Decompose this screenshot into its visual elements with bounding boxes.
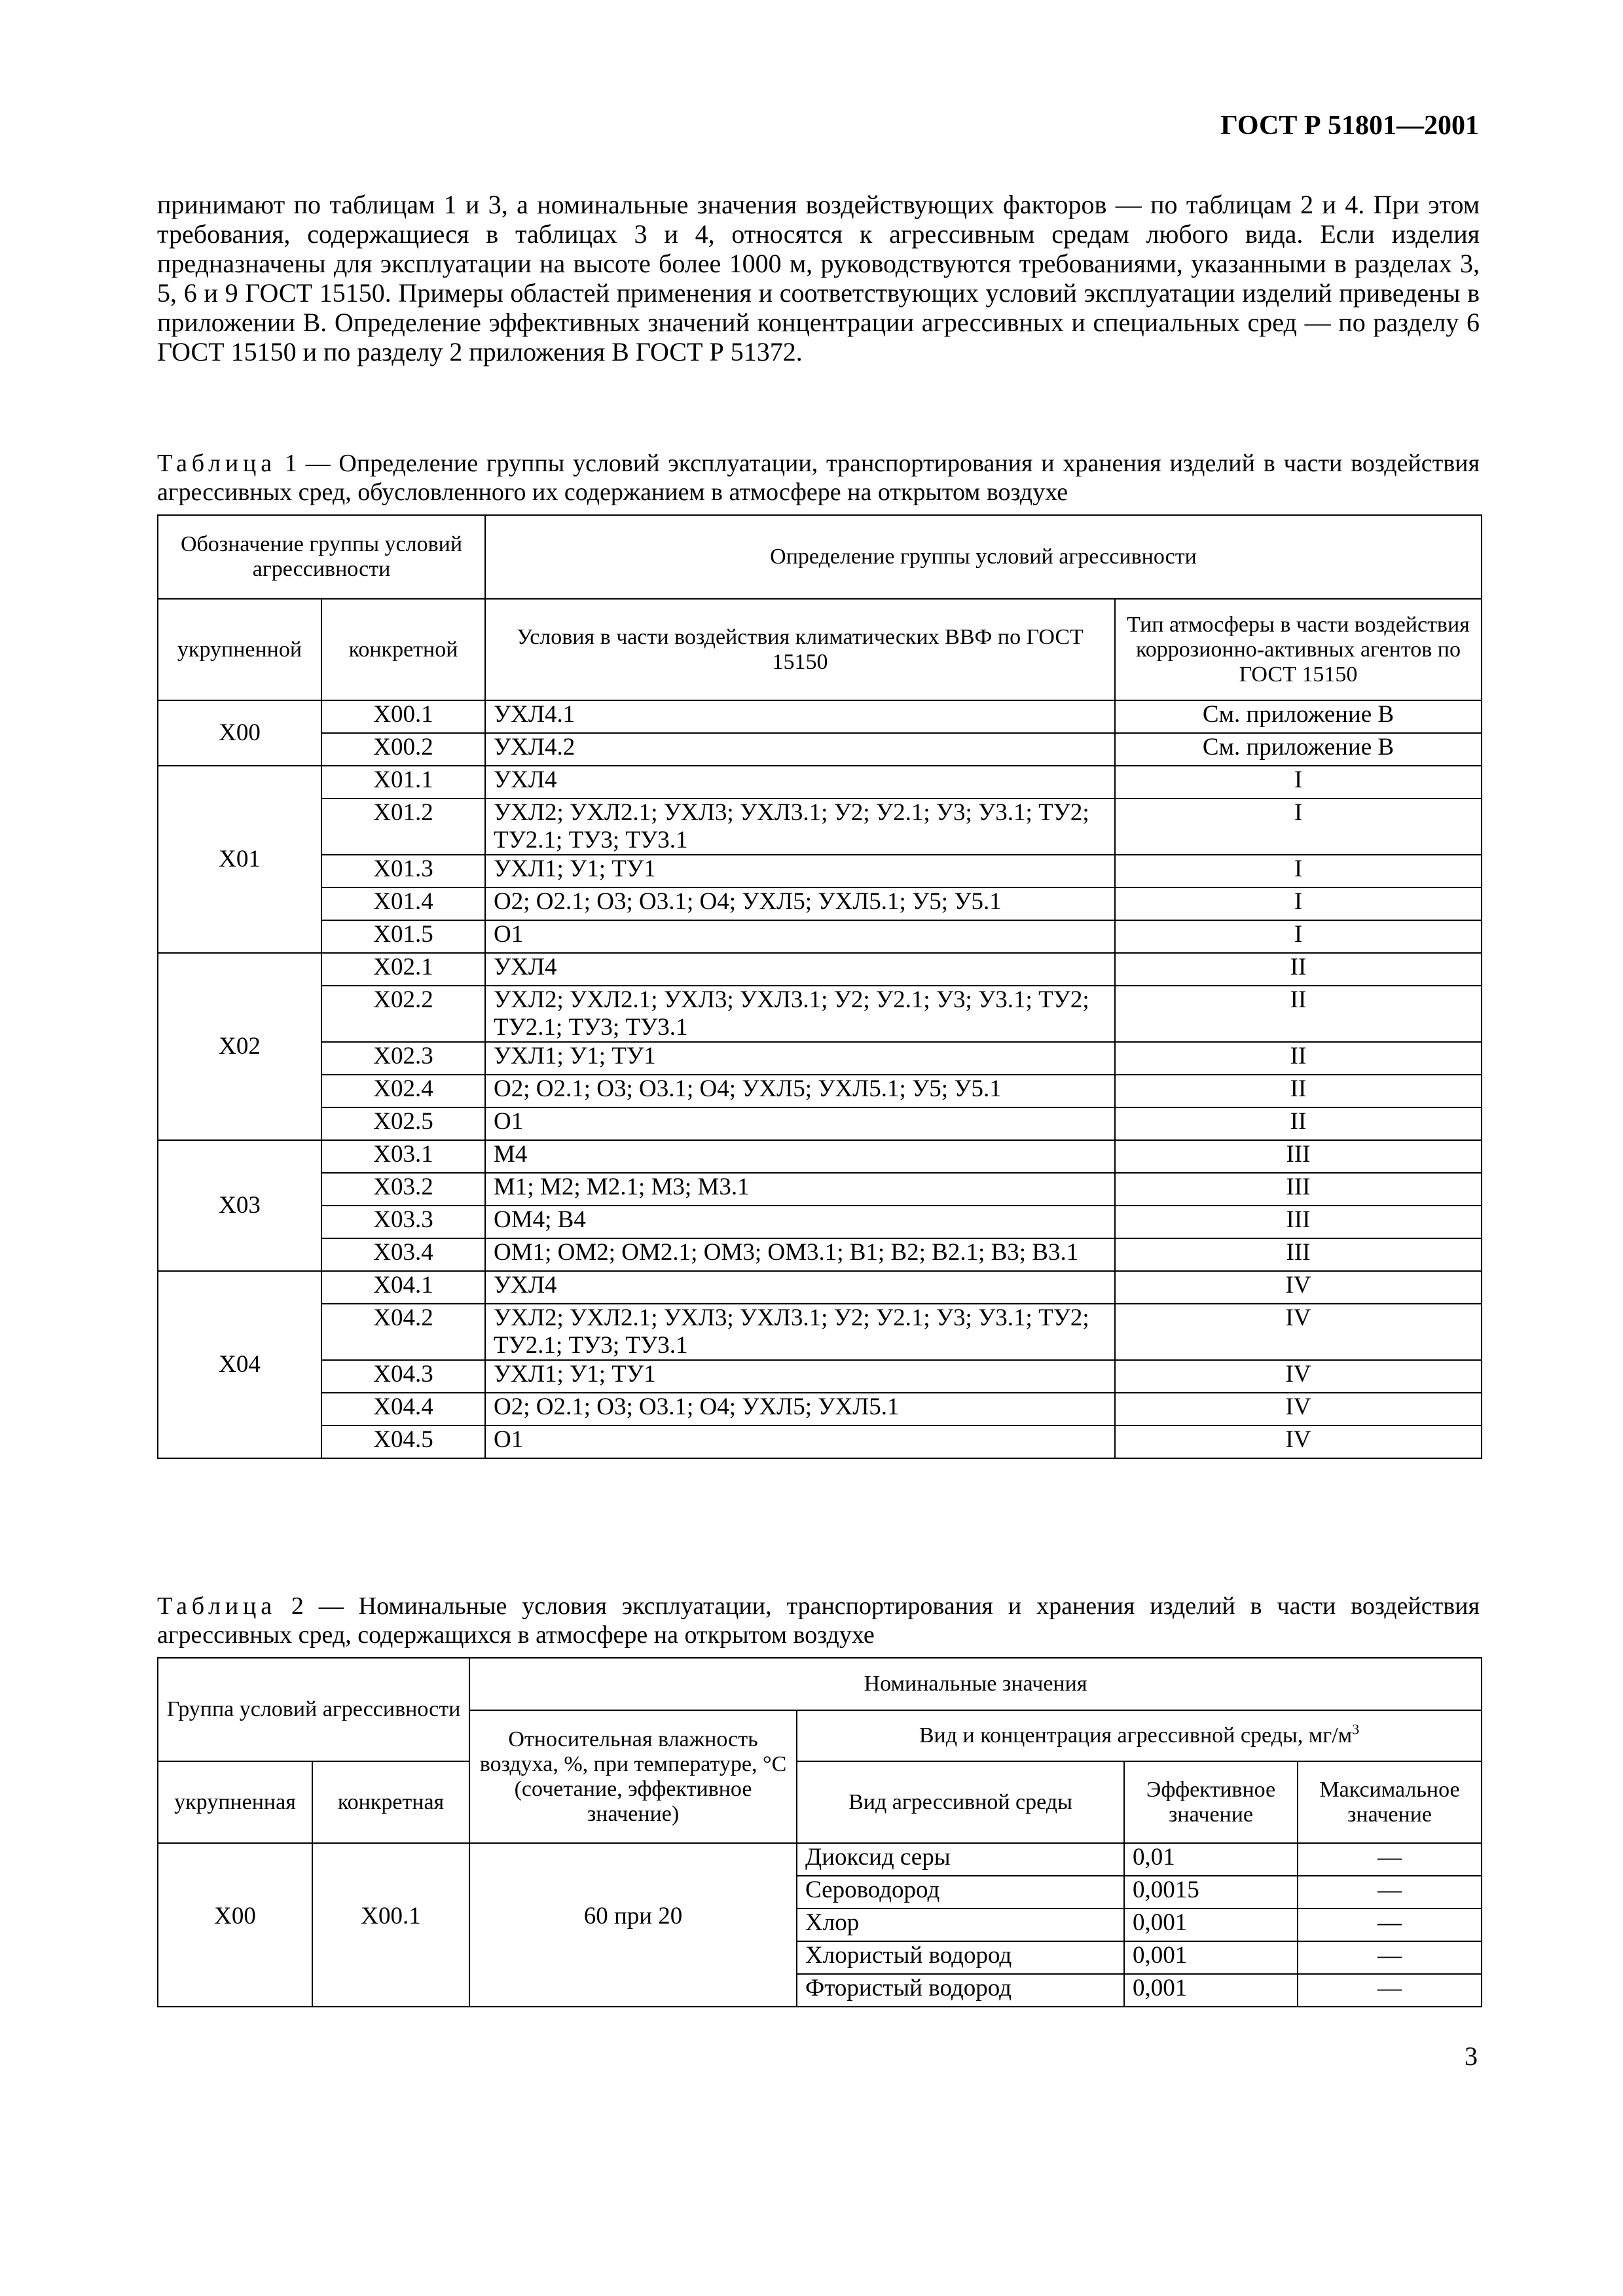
table2-effective-cell: 0,001 [1124, 1974, 1298, 2007]
table2-header-kind-conc-text: Вид и концентрация агрессивной среды, мг/м [919, 1723, 1353, 1748]
table1-conditions-cell: О2; О2.1; О3; О3.1; О4; УХЛ5; УХЛ5.1; У5; У5.1 [485, 1075, 1115, 1107]
table1-code-cell: Х03.2 [321, 1173, 485, 1206]
table1-code-cell: Х02.2 [321, 986, 485, 1042]
table2-medium-cell: Сероводород [797, 1876, 1124, 1909]
table1-conditions-cell: УХЛ4 [485, 766, 1115, 798]
table1-atmosphere-cell: I [1115, 920, 1482, 953]
table1-code-cell: Х04.3 [321, 1360, 485, 1393]
table1-caption-text: 1 — Определение группы условий эксплуатации, транспортирования и хранения изделий в части воздействия агрессивных сред, обусловленного их содержанием в атмосфере на открытом воздухе [157, 450, 1480, 506]
table1-conditions-cell: УХЛ1; У1; ТУ1 [485, 1042, 1115, 1075]
table1-code-cell: Х04.2 [321, 1304, 485, 1360]
table1-row [158, 1075, 1482, 1107]
page-number: 3 [1465, 2041, 1478, 2071]
table2-maximum-cell: — [1298, 1941, 1482, 1974]
table1-conditions-cell: УХЛ2; УХЛ2.1; УХЛ3; УХЛ3.1; У2; У2.1; У3; У3.1; ТУ2; ТУ2.1; ТУ3; ТУ3.1 [485, 1304, 1115, 1360]
table1-row [158, 1173, 1482, 1206]
table2-group-cell: Х00 [158, 1843, 312, 2007]
table1-row [158, 855, 1482, 888]
table1-code-cell: Х01.2 [321, 798, 485, 855]
table1-code-cell: Х00.1 [321, 700, 485, 733]
table1-atmosphere-cell: III [1115, 1173, 1482, 1206]
table1-caption [157, 449, 1480, 507]
table1-code-cell: Х03.4 [321, 1238, 485, 1271]
document-id: ГОСТ Р 51801—2001 [1220, 111, 1479, 141]
table1-row [158, 888, 1482, 920]
table1-code-cell: Х03.3 [321, 1206, 485, 1238]
table2 [157, 1657, 1482, 2007]
table1-row [158, 920, 1482, 953]
table1-conditions-cell: О1 [485, 920, 1115, 953]
table1-row [158, 1238, 1482, 1271]
table1-code-cell: Х04.4 [321, 1393, 485, 1426]
table1-conditions-cell: О1 [485, 1107, 1115, 1140]
table1-conditions-cell: М1; М2; М2.1; М3; М3.1 [485, 1173, 1115, 1206]
table2-effective-cell: 0,0015 [1124, 1876, 1298, 1909]
table1-group-cell: Х01 [158, 766, 321, 953]
table1-row [158, 1393, 1482, 1426]
table1-atmosphere-cell: См. приложение В [1115, 700, 1482, 733]
table2-header-maximum: Максимальное значение [1298, 1761, 1482, 1843]
table2-humidity-value: 60 при 20 [469, 1843, 797, 2007]
table1-row [158, 1140, 1482, 1173]
table1-header-enlarged: укрупненной [158, 599, 321, 700]
table2-medium-cell: Диоксид серы [797, 1843, 1124, 1876]
table1-group-cell: Х00 [158, 700, 321, 766]
table1-atmosphere-cell: III [1115, 1140, 1482, 1173]
table2-code-cell: Х00.1 [312, 1843, 469, 2007]
table2-header-effective: Эффективное значение [1124, 1761, 1298, 1843]
table1-conditions-cell: УХЛ1; У1; ТУ1 [485, 1360, 1115, 1393]
intro-paragraph: принимают по таблицам 1 и 3, а номинальные значения воздействующих факторов — по таблицам 2 и 4. При этом требования, содержащиеся в таблицах 3 и 4, относятся к агрессивным средам любого вида. Если изделия предназначены для эксплуатации на высоте более 1000 м, руководствуются требованиями, указанными в разделах 3, 5, 6 и 9 ГОСТ 15150. Примеры областей применения и соответствующих условий эксплуатации изделий приведены в приложении В. Определение эффективных значений концентрации агрессивных и специальных сред — по разделу 6 ГОСТ 15150 и по разделу 2 приложения В ГОСТ Р 51372. [157, 190, 1480, 367]
table1-atmosphere-cell: II [1115, 1042, 1482, 1075]
table2-maximum-cell: — [1298, 1876, 1482, 1909]
table1-code-cell: Х01.3 [321, 855, 485, 888]
table2-header-nominal: Номинальные значения [469, 1658, 1482, 1710]
table2-header-enlarged: укрупненная [158, 1761, 312, 1843]
table2-caption [157, 1592, 1480, 1649]
table1-group-cell: Х02 [158, 953, 321, 1140]
table1-code-cell: Х03.1 [321, 1140, 485, 1173]
table1-atmosphere-cell: I [1115, 855, 1482, 888]
table1-atmosphere-cell: IV [1115, 1393, 1482, 1426]
table1-row [158, 798, 1482, 855]
table1-atmosphere-cell: II [1115, 986, 1482, 1042]
table1-atmosphere-cell: IV [1115, 1360, 1482, 1393]
table1-label: Таблица [157, 450, 276, 477]
table1-code-cell: Х00.2 [321, 733, 485, 766]
table1-header-designation: Обозначение группы условий агрессивности [158, 515, 485, 599]
table1-atmosphere-cell: III [1115, 1206, 1482, 1238]
table1-row [158, 953, 1482, 986]
table1-code-cell: Х02.3 [321, 1042, 485, 1075]
table1-atmosphere-cell: IV [1115, 1304, 1482, 1360]
table1-conditions-cell: М4 [485, 1140, 1115, 1173]
table1-row [158, 1426, 1482, 1458]
table1-row [158, 1107, 1482, 1140]
table1-row [158, 1360, 1482, 1393]
table2-header-kind: Вид агрессивной среды [797, 1761, 1124, 1843]
table1-atmosphere-cell: II [1115, 953, 1482, 986]
table1-conditions-cell: УХЛ4.2 [485, 733, 1115, 766]
table1 [157, 514, 1482, 1459]
table1-conditions-cell: УХЛ2; УХЛ2.1; УХЛ3; УХЛ3.1; У2; У2.1; У3; У3.1; ТУ2; ТУ2.1; ТУ3; ТУ3.1 [485, 798, 1115, 855]
table1-atmosphere-cell: IV [1115, 1426, 1482, 1458]
table1-conditions-cell: О2; О2.1; О3; О3.1; О4; УХЛ5; УХЛ5.1; У5; У5.1 [485, 888, 1115, 920]
table1-conditions-cell: ОМ1; ОМ2; ОМ2.1; ОМ3; ОМ3.1; В1; В2; В2.1; В3; В3.1 [485, 1238, 1115, 1271]
table1-atmosphere-cell: I [1115, 766, 1482, 798]
table1-row [158, 986, 1482, 1042]
table2-effective-cell: 0,001 [1124, 1941, 1298, 1974]
table1-atmosphere-cell: II [1115, 1107, 1482, 1140]
table1-header-climatic: Условия в части воздействия климатических ВВФ по ГОСТ 15150 [485, 599, 1115, 700]
table1-code-cell: Х01.4 [321, 888, 485, 920]
table1-conditions-cell: УХЛ1; У1; ТУ1 [485, 855, 1115, 888]
table1-group-cell: Х03 [158, 1140, 321, 1271]
table1-conditions-cell: О1 [485, 1426, 1115, 1458]
table1-conditions-cell: ОМ4; В4 [485, 1206, 1115, 1238]
table2-label: Таблица [157, 1592, 276, 1620]
table1-atmosphere-cell: III [1115, 1238, 1482, 1271]
table1-row [158, 1206, 1482, 1238]
table2-maximum-cell: — [1298, 1974, 1482, 2007]
table1-header-definition: Определение группы условий агрессивности [485, 515, 1482, 599]
table1-row [158, 766, 1482, 798]
table2-header-humidity: Относительная влажность воздуха, %, при температуре, °С (сочетание, эффективное значение) [469, 1710, 797, 1843]
table1-code-cell: Х04.5 [321, 1426, 485, 1458]
table1-row [158, 1042, 1482, 1075]
table2-header-group: Группа условий агрессивности [158, 1658, 469, 1761]
table2-maximum-cell: — [1298, 1909, 1482, 1941]
table1-conditions-cell: О2; О2.1; О3; О3.1; О4; УХЛ5; УХЛ5.1 [485, 1393, 1115, 1426]
table2-row [158, 1843, 1482, 1876]
table2-header-specific: конкретная [312, 1761, 469, 1843]
table2-effective-cell: 0,01 [1124, 1843, 1298, 1876]
table2-caption-text: 2 — Номинальные условия эксплуатации, транспортирования и хранения изделий в части воздействия агрессивных сред, содержащихся в атмосфере на открытом воздухе [157, 1592, 1480, 1649]
table1-code-cell: Х01.1 [321, 766, 485, 798]
table1-code-cell: Х02.5 [321, 1107, 485, 1140]
table1-atmosphere-cell: I [1115, 888, 1482, 920]
table1-atmosphere-cell: I [1115, 798, 1482, 855]
table2-medium-cell: Хлористый водород [797, 1941, 1124, 1974]
table1-conditions-cell: УХЛ4.1 [485, 700, 1115, 733]
table1-code-cell: Х04.1 [321, 1271, 485, 1304]
table1-code-cell: Х02.4 [321, 1075, 485, 1107]
table1-row [158, 1304, 1482, 1360]
table2-header-unit-exponent: 3 [1352, 1721, 1360, 1738]
table1-conditions-cell: УХЛ4 [485, 1271, 1115, 1304]
table2-medium-cell: Фтористый водород [797, 1974, 1124, 2007]
table1-row [158, 700, 1482, 733]
table2-medium-cell: Хлор [797, 1909, 1124, 1941]
table2-effective-cell: 0,001 [1124, 1909, 1298, 1941]
table2-header-kind-conc [797, 1710, 1482, 1761]
table1-atmosphere-cell: II [1115, 1075, 1482, 1107]
table2-maximum-cell: — [1298, 1843, 1482, 1876]
table1-code-cell: Х01.5 [321, 920, 485, 953]
table1-atmosphere-cell: IV [1115, 1271, 1482, 1304]
table1-group-cell: Х04 [158, 1271, 321, 1458]
table1-row [158, 733, 1482, 766]
table1-row [158, 1271, 1482, 1304]
table1-header-specific: конкретной [321, 599, 485, 700]
table1-atmosphere-cell: См. приложение В [1115, 733, 1482, 766]
table1-conditions-cell: УХЛ2; УХЛ2.1; УХЛ3; УХЛ3.1; У2; У2.1; У3; У3.1; ТУ2; ТУ2.1; ТУ3; ТУ3.1 [485, 986, 1115, 1042]
table1-conditions-cell: УХЛ4 [485, 953, 1115, 986]
table1-header-atmosphere: Тип атмосферы в части воздействия коррозионно-активных агентов по ГОСТ 15150 [1115, 599, 1482, 700]
table1-code-cell: Х02.1 [321, 953, 485, 986]
